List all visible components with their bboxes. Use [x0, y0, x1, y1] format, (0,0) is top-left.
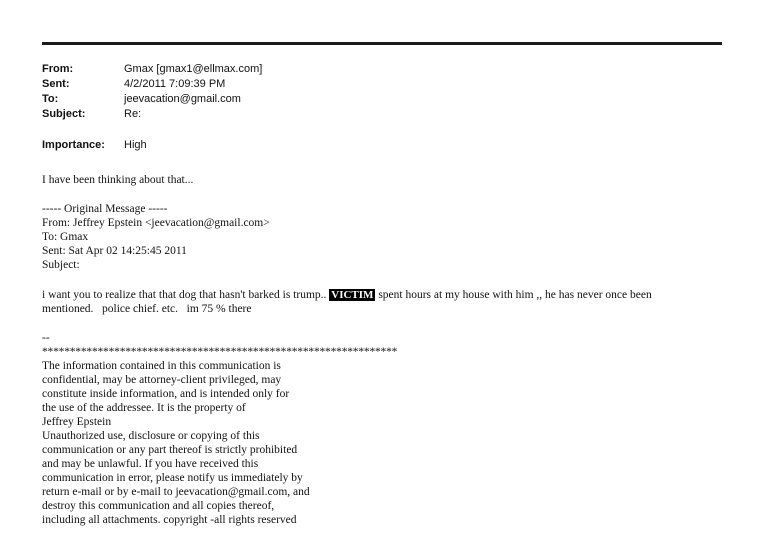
disclaimer-line: destroy this communication and all copies thereof,: [42, 500, 275, 512]
original-subject: Subject:: [42, 259, 80, 271]
from-label: From:: [42, 63, 74, 75]
from-value: Gmax [gmax1@ellmax.com]: [124, 63, 263, 75]
disclaimer-line: including all attachments. copyright -all rights reserved: [42, 514, 297, 526]
original-sent: Sent: Sat Apr 02 14:25:45 2011: [42, 245, 187, 257]
original-separator: ----- Original Message -----: [42, 203, 168, 215]
importance-value: High: [124, 139, 147, 151]
disclaimer-line: Unauthorized use, disclosure or copying of this: [42, 430, 260, 442]
to-value: jeevacation@gmail.com: [124, 93, 241, 105]
header-divider: [42, 42, 722, 45]
reply-text: I have been thinking about that...: [42, 174, 194, 186]
disclaimer-line: and may be unlawful. If you have received this: [42, 458, 259, 470]
disclaimer-line: the use of the addressee. It is the property of: [42, 402, 246, 414]
original-message-header: [42, 202, 270, 272]
original-to: To: Gmax: [42, 231, 89, 243]
footer-star-divider: ****************************************************************: [42, 346, 398, 358]
disclaimer-line: Jeffrey Epstein: [42, 416, 112, 428]
message-line-2: mentioned. police chief. etc. im 75 % there: [42, 303, 252, 315]
original-message-body: [42, 288, 652, 316]
message-line-1-after: spent hours at my house with him ,, he has never once been: [378, 289, 652, 301]
subject-value: Re:: [124, 108, 142, 120]
message-line-1: [42, 288, 652, 302]
sent-value: 4/2/2011 7:09:39 PM: [124, 78, 226, 90]
disclaimer-line: confidential, may be attorney-client privileged, may: [42, 374, 282, 386]
email-footer: [42, 331, 397, 527]
redaction-label: VICTIM: [331, 289, 374, 301]
disclaimer-line: The information contained in this communication is: [42, 360, 281, 372]
to-label: To:: [42, 93, 59, 105]
disclaimer-line: constitute inside information, and is intended only for: [42, 388, 290, 400]
footer-dash: --: [42, 332, 50, 344]
importance-label: Importance:: [42, 139, 105, 151]
subject-label: Subject:: [42, 108, 86, 120]
disclaimer-line: return e-mail or by e-mail to jeevacation@gmail.com, and: [42, 486, 310, 498]
disclaimer-line: communication or any part thereof is strictly prohibited: [42, 444, 298, 456]
message-line-1-before: i want you to realize that that dog that hasn't barked is trump..: [42, 289, 327, 301]
disclaimer-line: communication in error, please notify us immediately by: [42, 472, 303, 484]
original-from: From: Jeffrey Epstein <jeevacation@gmail.com>: [42, 217, 270, 229]
sent-label: Sent:: [42, 78, 70, 90]
